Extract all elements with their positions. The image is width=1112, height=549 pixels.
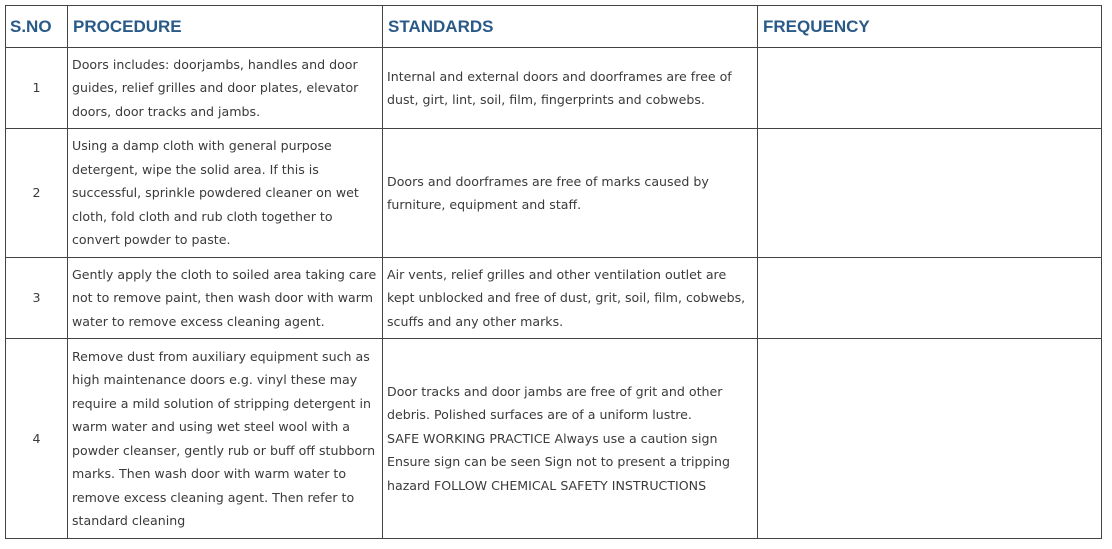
table-row [6,129,1102,258]
row-sno: 1 [6,48,68,129]
row-procedure: Using a damp cloth with general purpose detergent, wipe the solid area. If this is successful, sprinkle powdered cleaner on wet cloth, fold cloth and rub cloth together to convert powder to paste. [68,129,383,258]
table-row [6,258,1102,339]
row-procedure: Remove dust from auxiliary equipment such as high maintenance doors e.g. vinyl these may require a mild solution of stripping detergent in warm water and using wet steel wool with a powder cleanser, gently rub or buff off stubborn marks. Then wash door with warm water to remove excess cleaning agent. Then refer to standard cleaning [68,339,383,539]
row-standards: Internal and external doors and doorframes are free of dust, girt, lint, soil, film, fingerprints and cobwebs. [383,48,758,129]
standards-text: Door tracks and door jambs are free of grit and other debris. Polished surfaces are of a uniform lustre. [387,383,723,423]
header-sno: S.NO [6,6,68,48]
row-standards [383,339,758,539]
row-procedure: Gently apply the cloth to soiled area taking care not to remove paint, then wash door with warm water to remove excess cleaning agent. [68,258,383,339]
row-frequency [758,339,1102,539]
row-frequency [758,129,1102,258]
table-header-row [6,6,1102,48]
header-procedure: PROCEDURE [68,6,383,48]
header-frequency: FREQUENCY [758,6,1102,48]
row-sno: 3 [6,258,68,339]
row-sno: 4 [6,339,68,539]
safe-working-practice-text: SAFE WORKING PRACTICE Always use a caution sign Ensure sign can be seen Sign not to present a tripping hazard FOLLOW CHEMICAL SAFETY INSTRUCTIONS [387,430,731,493]
row-frequency [758,258,1102,339]
header-standards: STANDARDS [383,6,758,48]
row-sno: 2 [6,129,68,258]
table-row [6,48,1102,129]
row-frequency [758,48,1102,129]
row-standards: Doors and doorframes are free of marks caused by furniture, equipment and staff. [383,129,758,258]
row-procedure: Doors includes: doorjambs, handles and door guides, relief grilles and door plates, elevator doors, door tracks and jambs. [68,48,383,129]
table-row [6,339,1102,539]
row-standards: Air vents, relief grilles and other ventilation outlet are kept unblocked and free of dust, grit, soil, film, cobwebs, scuffs and any other marks. [383,258,758,339]
cleaning-procedure-table [5,5,1102,539]
